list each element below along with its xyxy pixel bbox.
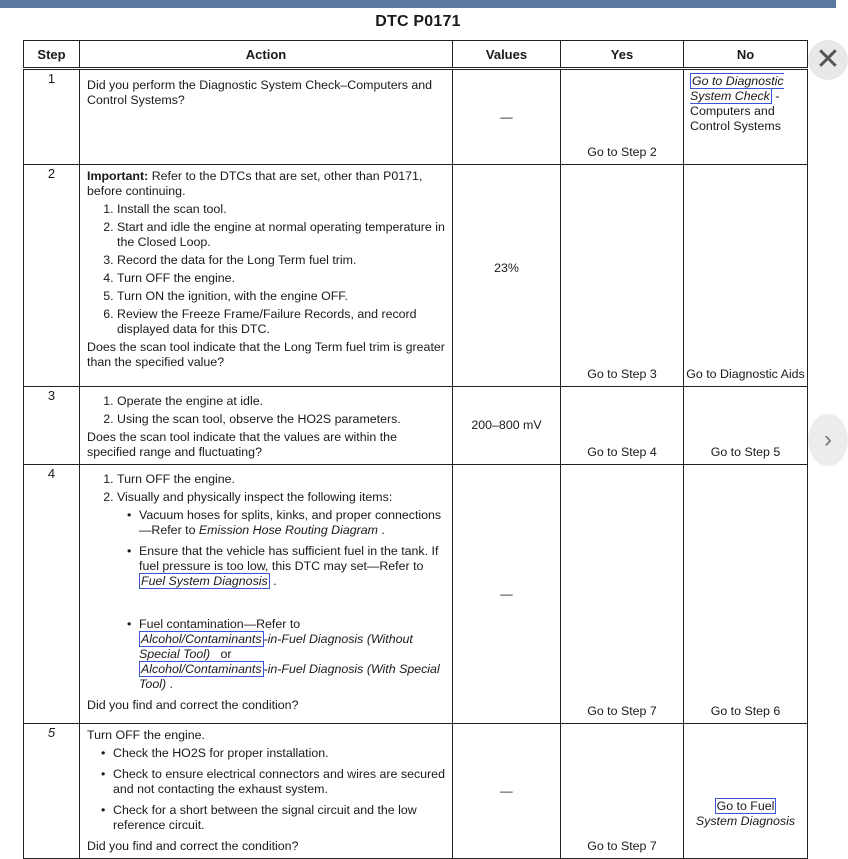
important-label: Important: xyxy=(87,169,149,183)
list-item: 1. Install the scan tool. xyxy=(117,202,445,217)
step-number: 5 xyxy=(24,724,80,859)
no-action-rest: - Computers and Control Systems xyxy=(690,89,781,133)
yes-action: Go to Step 7 xyxy=(587,704,657,718)
step-number: 3 xyxy=(24,387,80,465)
table-row xyxy=(24,69,808,165)
list-item: • Fuel contamination—Refer to Alcohol/Contaminants -in-Fuel Diagnosis (Without Special Tool) or Alcohol/Contaminants -in-Fuel Diagnosis (With Special Tool) . xyxy=(139,617,445,692)
yes-cell xyxy=(561,465,684,724)
no-action: Go to Diagnostic Aids xyxy=(686,367,805,381)
action-cell xyxy=(80,724,453,859)
inspection-list xyxy=(117,508,445,692)
or-text: or xyxy=(220,647,232,661)
value-cell: — xyxy=(453,465,561,724)
action-cell xyxy=(80,465,453,724)
list-item: • Vacuum hoses for splits, kinks, and proper connections—Refer to Emission Hose Routing Diagram . xyxy=(139,508,445,538)
action-question: Did you find and correct the condition? xyxy=(87,698,299,712)
bullet-text: Ensure that the vehicle has sufficient fuel in the tank. If fuel pressure is too low, this DTC may set—Refer to xyxy=(139,544,439,573)
diagnostic-system-check-link[interactable]: Go to Diagnostic System Check xyxy=(690,74,784,103)
header-no: No xyxy=(684,41,808,69)
action-question: Did you perform the Diagnostic System Check–Computers and Control Systems? xyxy=(87,78,433,107)
yes-cell xyxy=(561,724,684,859)
yes-action: Go to Step 2 xyxy=(587,145,657,159)
emission-hose-routing-diagram-ref: Emission Hose Routing Diagram xyxy=(198,523,378,537)
list-item: • Ensure that the vehicle has sufficient fuel in the tank. If fuel pressure is too low, this DTC may set—Refer to Fuel System Diagnosis . xyxy=(139,544,445,589)
alcohol-contaminants-link[interactable]: Alcohol/Contaminants xyxy=(141,662,262,676)
action-cell xyxy=(80,165,453,387)
yes-action: Go to Step 3 xyxy=(587,367,657,381)
step-number: 1 xyxy=(24,69,80,165)
fuel-system-diagnosis-link[interactable]: Fuel System Diagnosis xyxy=(141,574,268,588)
step-number: 4 xyxy=(24,465,80,724)
bullet-text: Vacuum hoses for splits, kinks, and proper connections—Refer to xyxy=(139,508,442,537)
action-cell xyxy=(80,387,453,465)
no-action-rest: System Diagnosis xyxy=(695,814,796,828)
list-item: 4. Turn OFF the engine. xyxy=(117,271,445,286)
list-item xyxy=(117,490,445,692)
top-bar xyxy=(0,0,836,8)
value-cell: — xyxy=(453,724,561,859)
table-row xyxy=(24,387,808,465)
yes-cell xyxy=(561,165,684,387)
no-cell xyxy=(684,465,808,724)
action-question: Does the scan tool indicate that the Long Term fuel trim is greater than the specified value? xyxy=(87,340,445,369)
chevron-right-icon[interactable]: › xyxy=(808,414,848,466)
action-question: Did you find and correct the condition? xyxy=(87,839,299,853)
step-number: 2 xyxy=(24,165,80,387)
value-cell: 200–800 mV xyxy=(453,387,561,465)
yes-cell xyxy=(561,387,684,465)
yes-cell xyxy=(561,69,684,165)
diagnosis-ref: -in-Fuel Diagnosis (Without Special Tool) xyxy=(139,632,413,661)
header-yes: Yes xyxy=(561,41,684,69)
header-action: Action xyxy=(80,41,453,69)
important-note xyxy=(87,169,445,199)
header-step: Step xyxy=(24,41,80,69)
table-row xyxy=(24,165,808,387)
list-item: • Check to ensure electrical connectors and wires are secured and not contacting the exhaust system. xyxy=(113,767,445,797)
value-cell: 23% xyxy=(453,165,561,387)
list-item: 6. Review the Freeze Frame/Failure Records, and record displayed data for this DTC. xyxy=(117,307,445,337)
action-intro: Turn OFF the engine. xyxy=(87,728,205,742)
list-item: • Check the HO2S for proper installation. xyxy=(113,746,445,761)
value-cell: — xyxy=(453,69,561,165)
list-item: 2. Start and idle the engine at normal operating temperature in the Closed Loop. xyxy=(117,220,445,250)
action-cell xyxy=(80,69,453,165)
table-row xyxy=(24,465,808,724)
procedure-list xyxy=(87,472,445,692)
action-question: Does the scan tool indicate that the values are within the specified range and fluctuating? xyxy=(87,430,397,459)
no-action: Go to Step 6 xyxy=(710,704,781,718)
list-item-text: Visually and physically inspect the following items: xyxy=(117,490,393,504)
list-item: • Check for a short between the signal circuit and the low reference circuit. xyxy=(113,803,445,833)
no-cell xyxy=(684,69,808,165)
yes-action: Go to Step 7 xyxy=(587,839,657,853)
page-title: DTC P0171 xyxy=(375,13,461,30)
header-values: Values xyxy=(453,41,561,69)
close-icon[interactable]: ✕ xyxy=(808,40,848,80)
list-item: 1. Operate the engine at idle. xyxy=(117,394,445,409)
dtc-table xyxy=(23,40,808,859)
list-item: 1. Turn OFF the engine. xyxy=(117,472,445,487)
no-cell xyxy=(684,387,808,465)
list-item: 2. Using the scan tool, observe the HO2S parameters. xyxy=(117,412,445,427)
procedure-list xyxy=(87,202,445,337)
fuel-system-diagnosis-link[interactable]: Go to Fuel xyxy=(716,799,775,813)
diagnosis-ref: -in-Fuel Diagnosis (With Special Tool) xyxy=(139,662,440,691)
no-action: Go to Step 5 xyxy=(710,445,781,459)
no-cell xyxy=(684,724,808,859)
list-item: 3. Record the data for the Long Term fuel trim. xyxy=(117,253,445,268)
bullet-text: Fuel contamination—Refer to xyxy=(139,617,301,631)
check-list xyxy=(87,746,445,833)
procedure-list xyxy=(87,394,445,427)
important-text: Refer to the DTCs that are set, other than P0171, before continuing. xyxy=(87,169,423,198)
table-header-row xyxy=(24,41,808,69)
alcohol-contaminants-link[interactable]: Alcohol/Contaminants xyxy=(141,632,262,646)
table-row xyxy=(24,724,808,859)
yes-action: Go to Step 4 xyxy=(587,445,657,459)
list-item: 5. Turn ON the ignition, with the engine OFF. xyxy=(117,289,445,304)
no-cell xyxy=(684,165,808,387)
